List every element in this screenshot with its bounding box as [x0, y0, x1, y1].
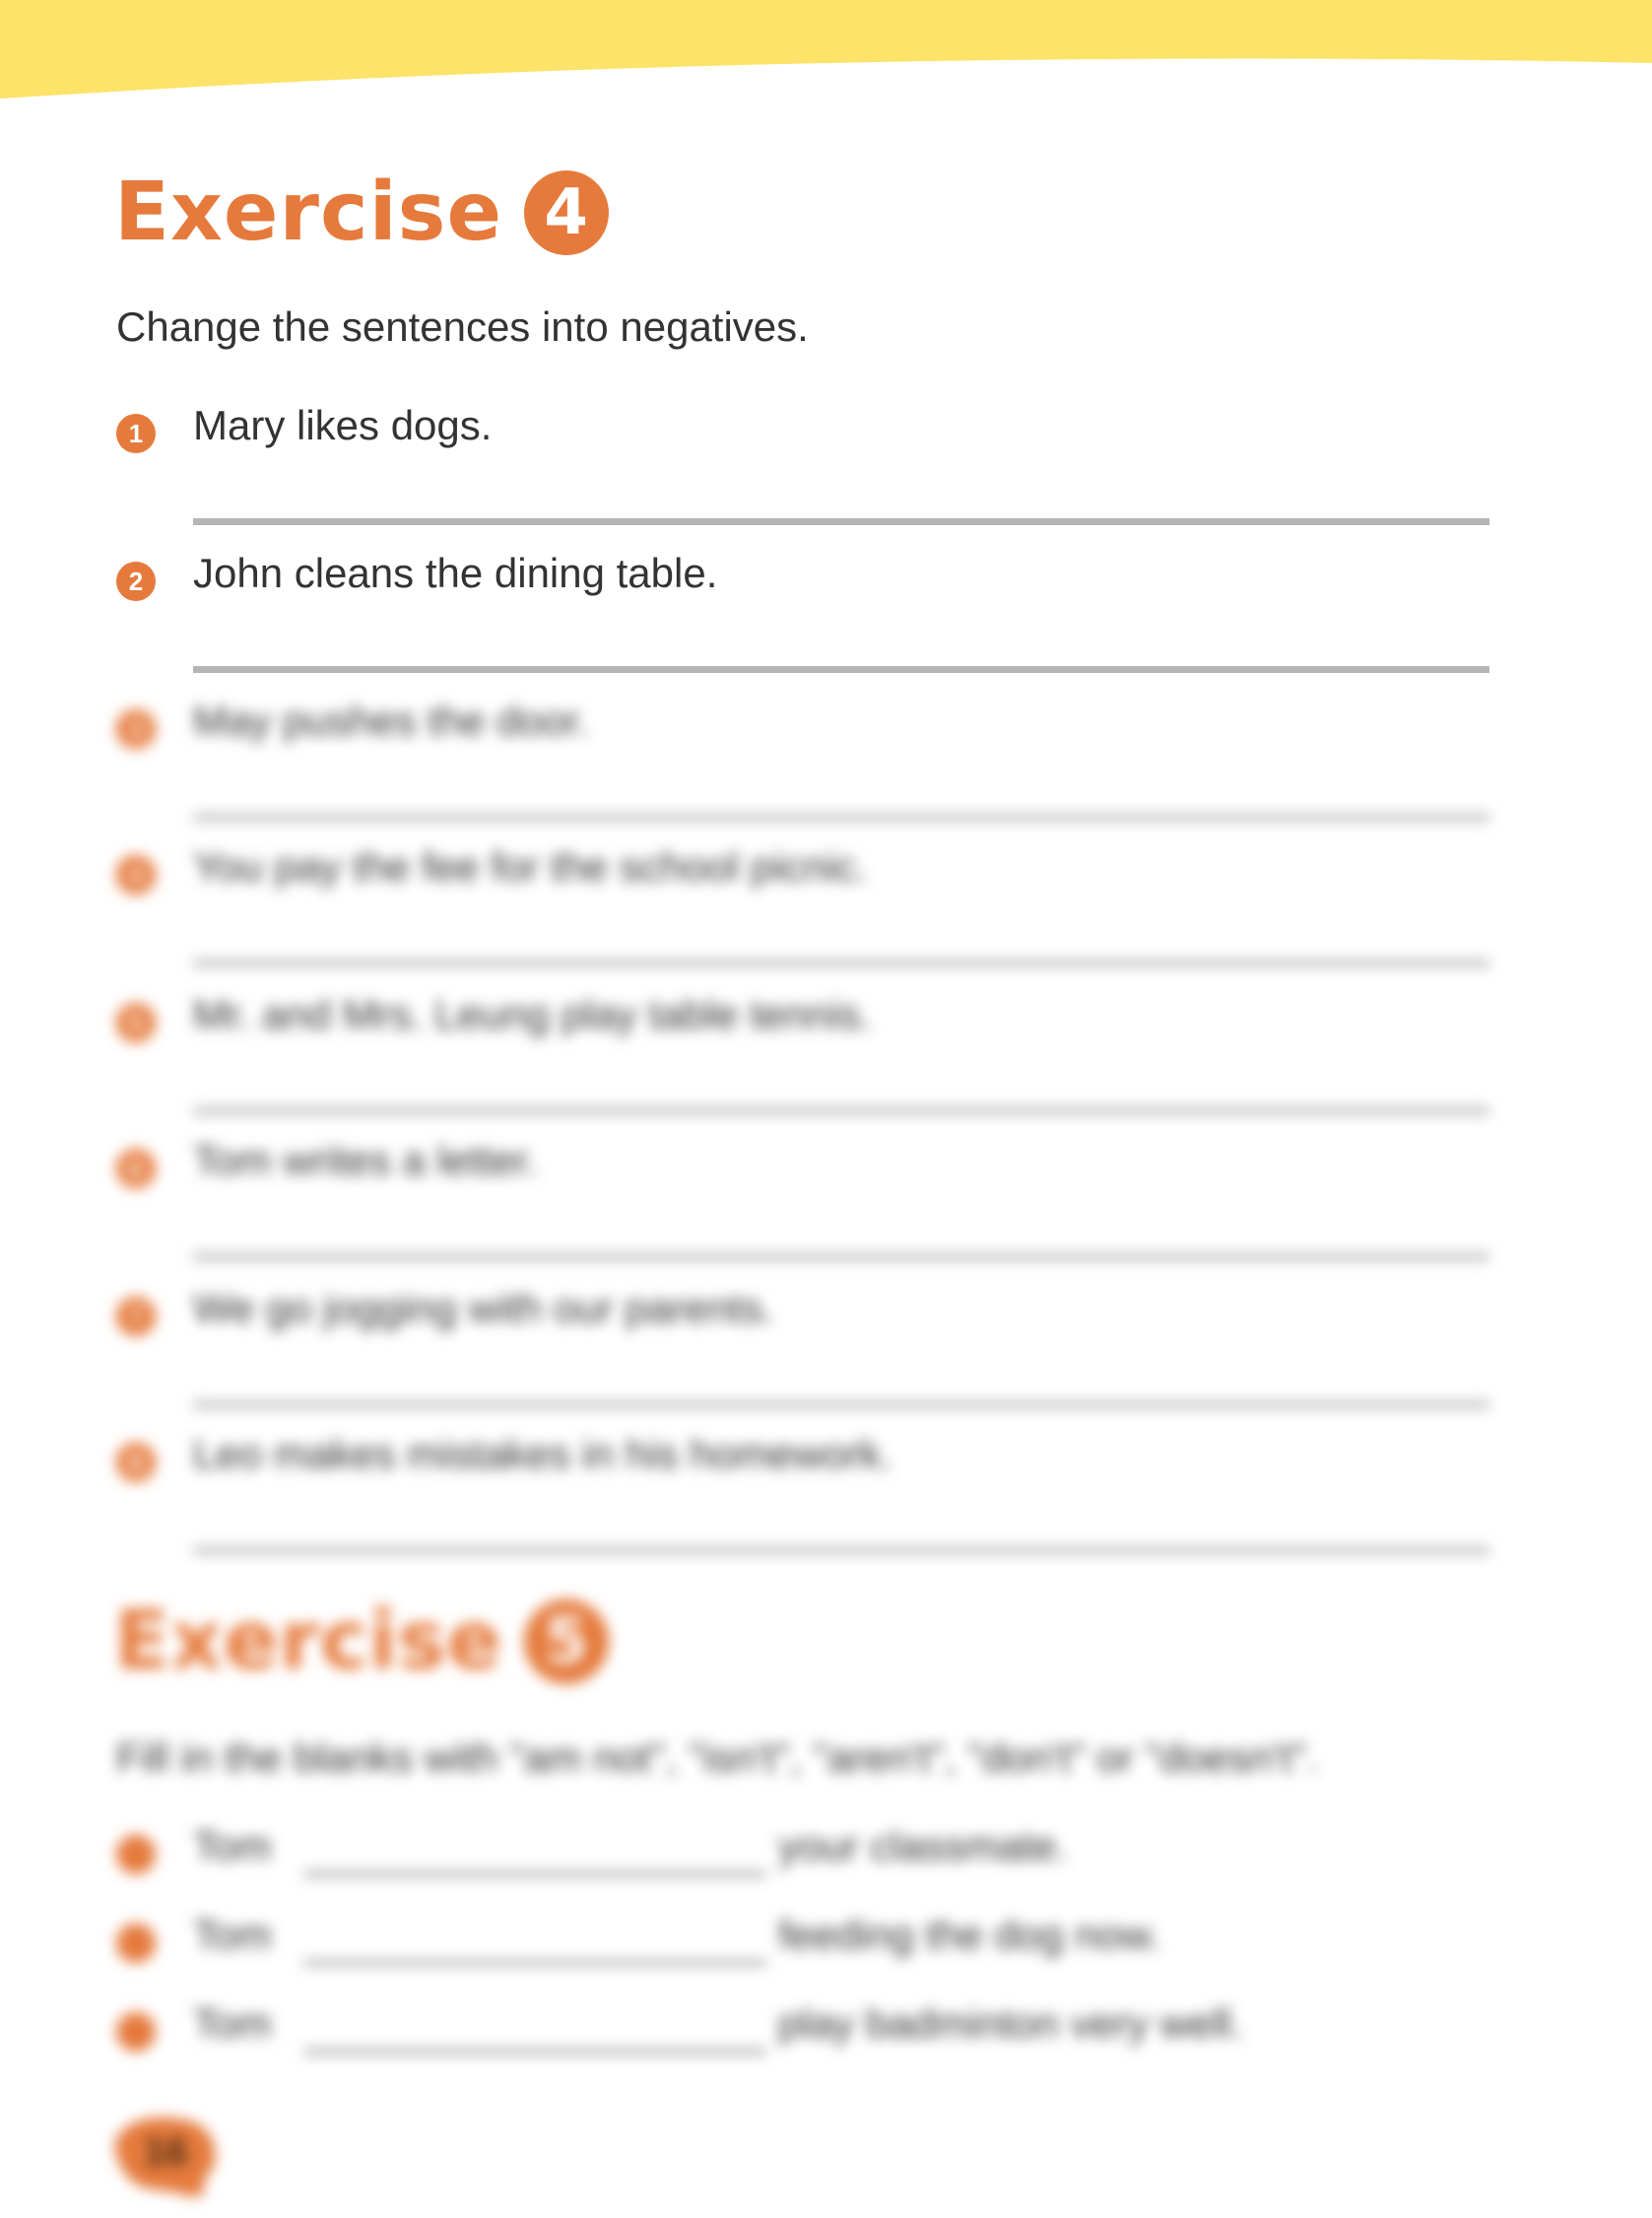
fill-blank[interactable] [303, 2050, 766, 2053]
answer-line[interactable] [193, 666, 1489, 673]
item-number-badge: 5 [116, 1003, 156, 1042]
exercise-5-item-3 [116, 2000, 1495, 2063]
item-number-badge: 7 [116, 1297, 156, 1336]
item-rest: play badminton very well. [778, 2000, 1243, 2047]
exercise-4-instruction: Change the sentences into negatives. [116, 303, 809, 350]
item-sentence: May pushes the door. [193, 698, 589, 744]
item-sentence: You pay the fee for the school picnic. [193, 843, 868, 890]
item-subject: Tom [193, 1912, 272, 1958]
answer-line[interactable] [193, 1108, 1489, 1114]
page-number-tab [106, 2109, 223, 2199]
fill-blank[interactable] [303, 1961, 766, 1965]
exercise-4-title-text: Exercise [114, 166, 503, 259]
exercise-5-item-2 [116, 1912, 1495, 1975]
answer-line[interactable] [193, 518, 1489, 525]
exercise-4-title [114, 166, 609, 259]
exercise-5-title [114, 1594, 609, 1688]
item-bullet [116, 1835, 156, 1874]
item-bullet [116, 1923, 156, 1963]
answer-line[interactable] [193, 1253, 1489, 1260]
item-sentence: Tom writes a letter. [193, 1137, 539, 1183]
item-sentence: Mr. and Mrs. Leung play table tennis. [193, 991, 872, 1038]
answer-line[interactable] [193, 1401, 1489, 1408]
fill-blank[interactable] [303, 1872, 766, 1876]
item-bullet [116, 2012, 156, 2051]
exercise-5-title-text: Exercise [114, 1594, 503, 1688]
exercise-5-number-badge: 5 [524, 1599, 609, 1684]
top-decorative-band [0, 0, 1652, 108]
item-rest: your classmate. [778, 1823, 1069, 1869]
item-number-badge: 4 [116, 855, 156, 895]
item-sentence: John cleans the dining table. [193, 550, 718, 596]
item-rest: feeding the dog now. [778, 1912, 1160, 1958]
page-number: 16 [144, 2130, 188, 2174]
item-number-badge: 8 [116, 1443, 156, 1482]
item-number-badge: 6 [116, 1149, 156, 1188]
item-sentence: Mary likes dogs. [193, 402, 493, 448]
exercise-5-instruction: Fill in the blanks with "am not", "isn't", "aren't", "don't" or "doesn't". [116, 1734, 1319, 1781]
item-subject: Tom [193, 1823, 272, 1869]
item-subject: Tom [193, 2000, 272, 2047]
item-number-badge: 2 [116, 562, 156, 601]
item-number-badge: 3 [116, 709, 156, 749]
exercise-4-number-badge: 4 [524, 170, 609, 255]
item-sentence: We go jogging with our parents. [193, 1285, 774, 1331]
answer-line[interactable] [193, 814, 1489, 821]
item-sentence: Leo makes mistakes in his homework. [193, 1431, 892, 1477]
answer-line[interactable] [193, 1547, 1489, 1554]
item-number-badge: 1 [116, 414, 156, 453]
exercise-5-item-1 [116, 1823, 1495, 1886]
answer-line[interactable] [193, 960, 1489, 967]
